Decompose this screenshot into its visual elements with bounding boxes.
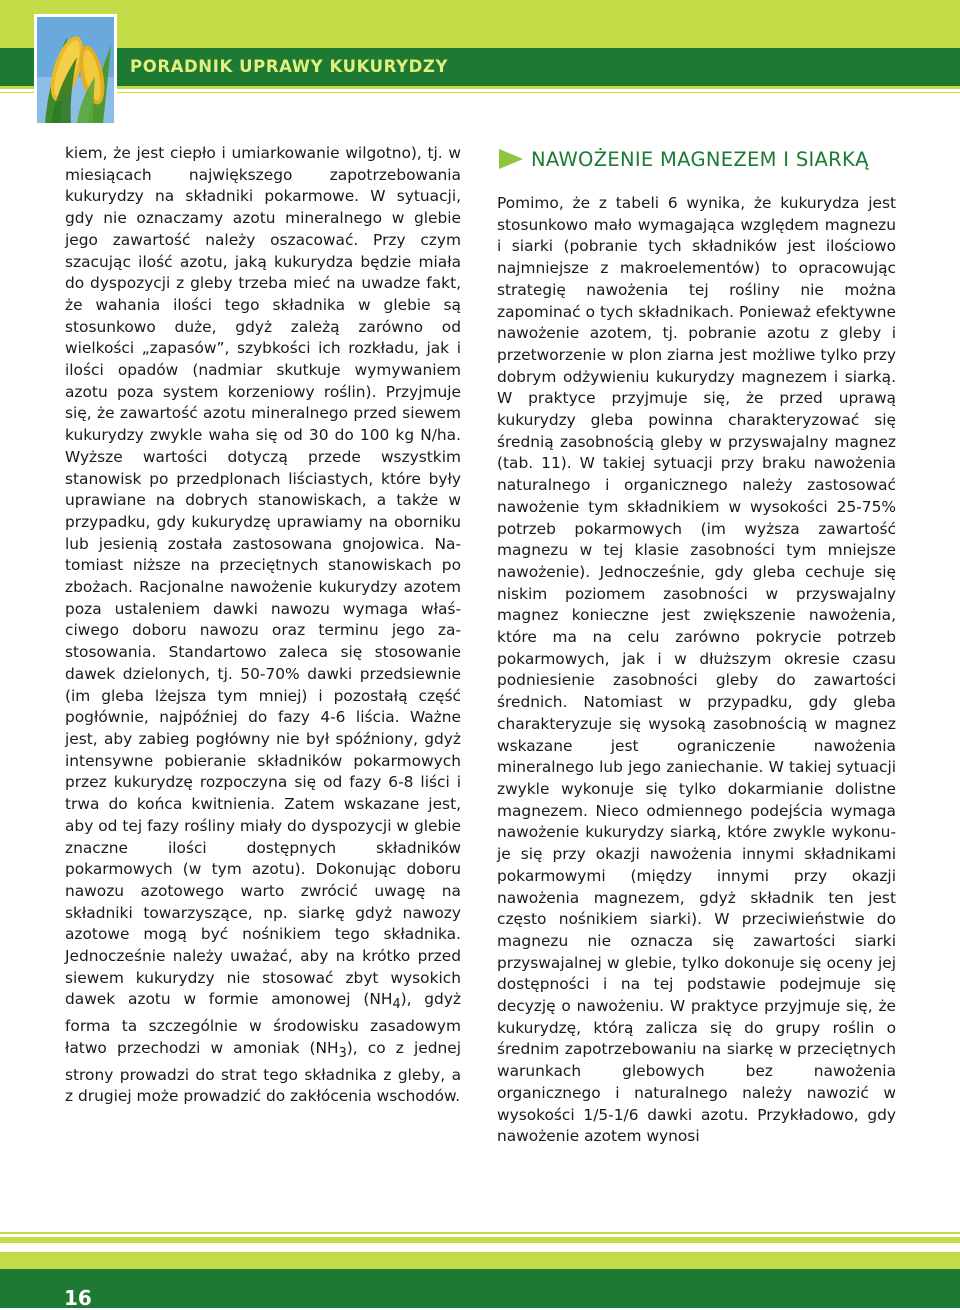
header-title: PORADNIK UPRAWY KUKURYDZY: [130, 57, 449, 76]
footer-rule-thin: [0, 1232, 960, 1234]
header-rule: [0, 86, 960, 89]
subscript-3: 3: [338, 1045, 347, 1061]
left-column-paragraph: [65, 143, 461, 1108]
right-column-paragraph: Pomimo, że z tabeli 6 wynika, że kukurydza jest stosunkowo mało wymagająca względem magnezu i siarki (pobranie tych składników jest ilościowo najmniejsze z makroelementów) to opracowując strategię nawożenia tej rośliny nie można zapominać o tych składnikach. Ponieważ efektywne nawożenie azotem, tj. pobranie azotu z gleby i przetworzenie w plon ziarna jest możliwe tylko przy dobrym odżywieniu kukurydzy magnezem i siarką. W praktyce przyjmuje się, że przed uprawą kukurydzy gleba powinna charakteryzować się średnią zasobnością gleby w przyswajalny magnez (tab. 11). W takiej sytuacji przy braku nawożenia naturalnego i organicznego należy zastosować nawożenie tym składnikiem w wysokości 25-75% potrzeb pokarmowych (im wyższa zawartość magnezu w tej klasie zasobności tym mniejsze nawożenie). Jednocześnie, gdy gleba cechuje się niskim poziomem zasobności w przyswajalny magnez konieczne jest zwiększenie nawożenia, które ma na celu zarówno pokrycie potrzeb pokarmowych, jak i w dłuższym okresie czasu podniesienie zasobności gleby do zawartości średnich. Natomiast w przypadku, gdy gleba charakteryzuje się wysoką zasobnością w magnez wskazane jest ograniczenie nawożenia mineralnego lub jego zaniechanie. W takiej sytuacji zwykle wykonuje się tylko dokarmianie dolistne magnezem. Nieco odmiennego podejścia wymaga nawożenie kukurydzy siarką, które zwykle wykonuje się przy okazji nawożenia innymi składnikami pokarmowymi (między innymi przy okazji nawożenia magnezem, gdyż składnik ten jest często nośnikiem siarki). W przeciwieństwie do magnezu nie oznacza się zawartości siarki przyswajalnej w glebie, tylko dokonuje się oceny jej dostępności i na tej podstawie podejmuje się decyzję o nawożeniu. W praktyce przyjmuje się, że kukurydzę, którą zalicza się do grupy roślin o średnim zapotrzebowaniu na siarkę w przeciętnych warunkach glebowych bez nawożenia organicznego i naturalnego należy nawozić w wysokości 1/5-1/6 dawki azotu. Przykładowo, gdy nawożenie azotem wynosi: [497, 194, 896, 1146]
corn-cob-photo: [34, 14, 117, 126]
triangle-arrow-icon: [497, 147, 525, 171]
header-rule-thin: [0, 92, 960, 93]
right-column: [497, 193, 896, 1148]
subscript-4: 4: [392, 997, 401, 1013]
header-top-band: [0, 0, 960, 48]
footer-lime-bar: [0, 1252, 960, 1269]
page-number: 16: [64, 1286, 92, 1310]
section-heading: [497, 144, 869, 174]
corn-cob-image: [37, 17, 114, 123]
left-column-text-3: ), co z jednej strony prowadzi do strat tego składnika z gleby, a z drugiej może prowadzić do zakłócenia wschodów.: [65, 1038, 461, 1106]
footer-rule: [0, 1237, 960, 1243]
header-bar: [0, 48, 960, 86]
left-column-text: kiem, że jest ciepło i umiarkowanie wilgotno), tj. w miesiącach największego zapotrzebowania kukurydzy na składniki pokarmowe. W sytuacji, gdy nie oznaczamy azotu mineralnego w glebie jego zawartość należy oszacować. Przy czym szacując ilość azotu, jaką kukurydza będzie miała do dyspozycji z gleby trzeba mieć na uwadze fakt, że wahania ilości tego składnika w glebie są stosunkowo duże, gdyż zależą zarówno od wielkości „zapasów”, szybkości ich rozkładu, jak i ilości opadów (nadmiar skutkuje wymywaniem azotu poza system korzeniowy roślin). Przyjmuje się, że zawartość azotu mineralnego przed siewem kukurydzy zwykle waha się od 30 do 100 kg N/ha. Wyższe wartości dotyczą przede wszystkim stanowisk po przedplonach liściastych, które były uprawiane na dobrych stanowiskach, a także w przypadku, gdy kukurydzę uprawiamy na oborniku lub jesienią została zastosowana gnojowica. Natomiast niższe na przeciętnych stanowiskach po zbożach. Racjonalne nawożenie kukurydzy azotem poza ustaleniem dawki nawozu wymaga właściwego doboru nawozu oraz terminu jego zastosowania. Standartowo zaleca się stosowanie dawek dzielonych, tj. 50-70% dawki przedsiewnie (im gleba lżejsza tym mniej) i pozostałą część pogłównie, najpóźniej do fazy 4-6 liścia. Ważne jest, aby zabieg pogłówny nie był spóźniony, gdyż intensywne pobieranie składników pokarmowych przez kukurydzę rozpoczyna się od fazy 6-8 liści i trwa do końca kwitnienia. Zatem wskazane jest, aby od tej fazy rośliny miały do dyspozycji w glebie znaczne ilości dostępnych składników pokarmowych (w tym azotu). Dokonując doboru nawozu azotowego warto zwrócić uwagę na składniki towarzyszące, np. siarkę gdyż nawozy azotowe mogą być nośnikiem tego składnika. Jednocześnie należy uważać, aby na krótko przed siewem kukurydzy nie stosować zbyt wysokich dawek azotu w formie amonowej (NH: [65, 144, 461, 1009]
left-column: [65, 143, 461, 1108]
section-heading-text: NAWOŻENIE MAGNEZEM I SIARKĄ: [531, 147, 869, 171]
footer-bar: [0, 1269, 960, 1308]
left-column-text-2: ), gdyż forma ta szczególnie w środowisku zasadowym łatwo przechodzi w amoniak (NH: [65, 990, 462, 1057]
